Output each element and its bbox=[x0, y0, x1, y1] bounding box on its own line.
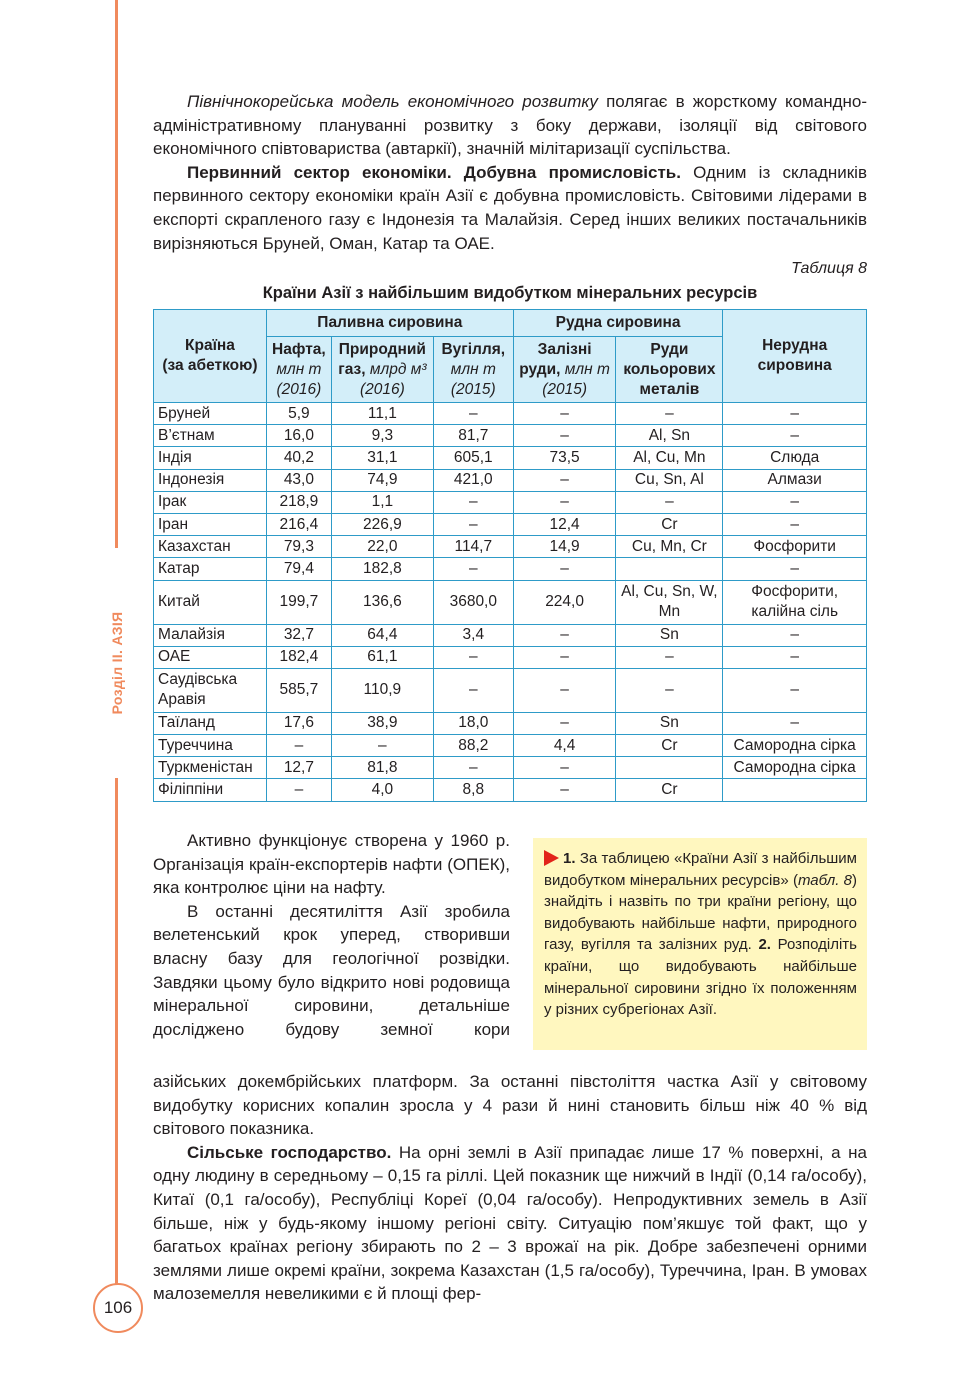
cell-nonmetal bbox=[723, 779, 867, 801]
cell-nonferrous bbox=[616, 757, 723, 779]
cell-iron: 12,4 bbox=[513, 513, 616, 535]
table-row bbox=[154, 624, 867, 646]
cell-oil: 32,7 bbox=[266, 624, 331, 646]
header-country: Країна (за абеткою) bbox=[154, 310, 267, 403]
cell-coal: 3680,0 bbox=[433, 580, 513, 624]
table-row bbox=[154, 735, 867, 757]
header-oil: Нафта, млн т (2016) bbox=[266, 337, 331, 403]
cell-country: Іран bbox=[154, 513, 267, 535]
cell-gas: 1,1 bbox=[331, 491, 433, 513]
cell-oil: 79,3 bbox=[266, 536, 331, 558]
cell-oil: 79,4 bbox=[266, 558, 331, 580]
cell-country: В’єтнам bbox=[154, 425, 267, 447]
cell-nonmetal: Алмази bbox=[723, 469, 867, 491]
table-caption: Таблиця 8 bbox=[791, 260, 867, 277]
cell-coal: 421,0 bbox=[433, 469, 513, 491]
cell-coal: – bbox=[433, 513, 513, 535]
table-row bbox=[154, 469, 867, 491]
cell-iron: – bbox=[513, 757, 616, 779]
cell-nonmetal: Фосфорити, калійна сіль bbox=[723, 580, 867, 624]
cell-gas: 31,1 bbox=[331, 447, 433, 469]
cell-coal: 8,8 bbox=[433, 779, 513, 801]
cell-oil: 585,7 bbox=[266, 668, 331, 712]
side-line-top bbox=[115, 0, 118, 548]
table-title: Країни Азії з найбільшим видобутком мінеральних ресурсів bbox=[262, 284, 758, 302]
table-row bbox=[154, 779, 867, 801]
task-number-1: 1. bbox=[563, 850, 576, 867]
table-row bbox=[154, 580, 867, 624]
cell-nonmetal: – bbox=[723, 491, 867, 513]
cell-iron: – bbox=[513, 403, 616, 425]
section-label bbox=[107, 600, 127, 730]
task-box bbox=[533, 838, 867, 1050]
cell-gas: 74,9 bbox=[331, 469, 433, 491]
cell-iron: 224,0 bbox=[513, 580, 616, 624]
cell-country: Малайзія bbox=[154, 624, 267, 646]
cell-iron: – bbox=[513, 712, 616, 734]
cell-nonferrous: Cr bbox=[616, 513, 723, 535]
cell-country: Ірак bbox=[154, 491, 267, 513]
cell-iron: – bbox=[513, 491, 616, 513]
cell-oil: 40,2 bbox=[266, 447, 331, 469]
cell-gas: 38,9 bbox=[331, 712, 433, 734]
intro-p1-italic: Північнокорейська модель економічного розвитку bbox=[187, 92, 598, 111]
header-gas: Природний газ, млрд м³ (2016) bbox=[331, 337, 433, 403]
cell-gas: 226,9 bbox=[331, 513, 433, 535]
cell-country: Філіппіни bbox=[154, 779, 267, 801]
task-1-text-b: ) знайдіть і назвіть по три країни регіону, що видобувають найбільше нафти, природного газу, вугілля та залізних руд. bbox=[544, 871, 857, 954]
cell-coal: 605,1 bbox=[433, 447, 513, 469]
intro-p1-rest: полягає в жорсткому командно-адміністративному плануванні розвитку з боку держави, ізоляції від світового економічного співтовариства (автаркії), значній мілітаризації суспільства. bbox=[153, 92, 868, 159]
cell-gas: – bbox=[331, 735, 433, 757]
cell-gas: 81,8 bbox=[331, 757, 433, 779]
cell-nonmetal: – bbox=[723, 425, 867, 447]
bottom-paragraph-1: азійських докембрійських платформ. За останні півстоліття частка Азії у світовому видобутку корисних копалин зросла у 4 рази й нині становить більш ніж 40 % від світового показника. bbox=[153, 1072, 867, 1139]
table-row bbox=[154, 536, 867, 558]
cell-iron: – bbox=[513, 779, 616, 801]
cell-nonmetal: Слюда bbox=[723, 447, 867, 469]
cell-coal: – bbox=[433, 558, 513, 580]
cell-gas: 61,1 bbox=[331, 646, 433, 668]
cell-oil: 16,0 bbox=[266, 425, 331, 447]
cell-coal: – bbox=[433, 403, 513, 425]
agriculture-paragraph bbox=[153, 1141, 867, 1306]
task-2-text: Розподіліть країни, що видобувають найбільше мінеральної сировини згідно їх положенням у різних субрегіонах Азії. bbox=[544, 936, 857, 1019]
cell-nonferrous: Cr bbox=[616, 779, 723, 801]
cell-country: Китай bbox=[154, 580, 267, 624]
table-row bbox=[154, 403, 867, 425]
header-nonmetal: Нерудна сировина bbox=[723, 310, 867, 403]
side-line-bottom bbox=[115, 778, 118, 1288]
table-row bbox=[154, 646, 867, 668]
cell-oil: 199,7 bbox=[266, 580, 331, 624]
red-arrow-icon bbox=[544, 850, 559, 866]
cell-oil: 5,9 bbox=[266, 403, 331, 425]
table-row bbox=[154, 513, 867, 535]
cell-oil: 17,6 bbox=[266, 712, 331, 734]
cell-nonferrous: – bbox=[616, 403, 723, 425]
cell-country: Туреччина bbox=[154, 735, 267, 757]
cell-country: ОАЕ bbox=[154, 646, 267, 668]
cell-nonmetal: – bbox=[723, 513, 867, 535]
cell-country: Казахстан bbox=[154, 536, 267, 558]
cell-country: Туркменістан bbox=[154, 757, 267, 779]
agriculture-heading: Сільське господарство. bbox=[187, 1142, 392, 1162]
cell-nonmetal: – bbox=[723, 712, 867, 734]
cell-oil: 216,4 bbox=[266, 513, 331, 535]
cell-iron: – bbox=[513, 558, 616, 580]
cell-gas: 22,0 bbox=[331, 536, 433, 558]
intro-paragraph-1 bbox=[153, 90, 867, 161]
cell-nonmetal: Фосфорити bbox=[723, 536, 867, 558]
cell-coal: – bbox=[433, 646, 513, 668]
cell-nonmetal: – bbox=[723, 624, 867, 646]
cell-coal: 88,2 bbox=[433, 735, 513, 757]
cell-nonferrous: Al, Cu, Mn bbox=[616, 447, 723, 469]
cell-nonferrous: Al, Cu, Sn, W, Mn bbox=[616, 580, 723, 624]
left-column-text bbox=[153, 829, 510, 1041]
table-row bbox=[154, 425, 867, 447]
table-row bbox=[154, 447, 867, 469]
cell-country: Бруней bbox=[154, 403, 267, 425]
cell-nonferrous: Cu, Mn, Cr bbox=[616, 536, 723, 558]
header-iron: Залізні руди, млн т (2015) bbox=[513, 337, 616, 403]
intro-p2-rest: Одним із складників первинного сектору економіки країн Азії є добувна промисловість. Світовими лідерами в експорті скрапленого газу є Індонезія та Малайзія. Серед інших великих постачальників вирізняються Бруней, Оман, Катар та ОАЕ. bbox=[153, 162, 867, 253]
cell-gas: 11,1 bbox=[331, 403, 433, 425]
minerals-table bbox=[153, 309, 867, 802]
bottom-text bbox=[153, 1070, 867, 1306]
intro-paragraph-2 bbox=[153, 161, 867, 255]
cell-oil: 218,9 bbox=[266, 491, 331, 513]
opec-paragraph: Активно функціонує створена у 1960 р. Організація країн-експортерів нафти (ОПЕК), яка контролює ціни на нафту. bbox=[153, 831, 510, 898]
table-row bbox=[154, 491, 867, 513]
table-row bbox=[154, 558, 867, 580]
header-ore-group: Рудна сировина bbox=[513, 310, 723, 337]
cell-country: Індія bbox=[154, 447, 267, 469]
cell-nonferrous: Cu, Sn, Al bbox=[616, 469, 723, 491]
cell-gas: 110,9 bbox=[331, 668, 433, 712]
task-1-text-a: За таблицею «Країни Азії з найбільшим видобутком мінеральних ресурсів» ( bbox=[544, 850, 857, 889]
cell-oil: – bbox=[266, 735, 331, 757]
header-fuel-group: Паливна сировина bbox=[266, 310, 513, 337]
cell-oil: 43,0 bbox=[266, 469, 331, 491]
header-nonferrous: Руди кольорових металів bbox=[616, 337, 723, 403]
table-row bbox=[154, 712, 867, 734]
section-label-text: Розділ ІІ. АЗІЯ bbox=[109, 611, 125, 715]
cell-gas: 182,8 bbox=[331, 558, 433, 580]
cell-oil: 12,7 bbox=[266, 757, 331, 779]
task-1-table-ref: табл. 8 bbox=[797, 871, 852, 889]
cell-iron: – bbox=[513, 646, 616, 668]
cell-gas: 4,0 bbox=[331, 779, 433, 801]
cell-country: Катар bbox=[154, 558, 267, 580]
cell-coal: – bbox=[433, 668, 513, 712]
cell-nonferrous: – bbox=[616, 491, 723, 513]
page-number: 106 bbox=[93, 1283, 143, 1333]
cell-iron: 14,9 bbox=[513, 536, 616, 558]
cell-gas: 9,3 bbox=[331, 425, 433, 447]
cell-iron: – bbox=[513, 425, 616, 447]
table-row bbox=[154, 757, 867, 779]
intro-text bbox=[153, 90, 867, 255]
header-coal: Вугілля, млн т (2015) bbox=[433, 337, 513, 403]
cell-oil: – bbox=[266, 779, 331, 801]
cell-coal: 114,7 bbox=[433, 536, 513, 558]
cell-iron: – bbox=[513, 668, 616, 712]
cell-coal: – bbox=[433, 757, 513, 779]
cell-nonferrous: Sn bbox=[616, 712, 723, 734]
cell-coal: – bbox=[433, 491, 513, 513]
agriculture-text: На орні землі в Азії припадає лише 17 % поверхні, а на одну людину в середньому – 0,15 га ріллі. Цей показник ще нижчий в Індії (0,14 га/особу), Китаї (0,1 га/особу), Республіці Кореї (0,04 га/особу). Непродуктивних земель в Азії більше, ніж у будь-якому іншому регіоні світу. Ситуацію пом’якшує той факт, що у багатьох країнах регіону збирають по 2 – 3 врожаї на рік. Добре забезпечені орними землями лише окремі країни, зокрема Казахстан (1,5 га/особу), Туреччина, Іран. В умовах малоземелля невеликими є й площі фер- bbox=[153, 1142, 867, 1304]
cell-gas: 64,4 bbox=[331, 624, 433, 646]
cell-oil: 182,4 bbox=[266, 646, 331, 668]
cell-coal: 81,7 bbox=[433, 425, 513, 447]
cell-nonmetal: Самородна сірка bbox=[723, 757, 867, 779]
cell-nonferrous: Al, Sn bbox=[616, 425, 723, 447]
cell-nonferrous: Cr bbox=[616, 735, 723, 757]
cell-iron: – bbox=[513, 624, 616, 646]
cell-nonferrous: – bbox=[616, 646, 723, 668]
table-body bbox=[154, 403, 867, 802]
cell-iron: 4,4 bbox=[513, 735, 616, 757]
cell-nonferrous: – bbox=[616, 668, 723, 712]
cell-nonmetal: – bbox=[723, 558, 867, 580]
cell-nonmetal: – bbox=[723, 403, 867, 425]
cell-country: Таїланд bbox=[154, 712, 267, 734]
cell-nonmetal: Самородна сірка bbox=[723, 735, 867, 757]
cell-country: Індонезія bbox=[154, 469, 267, 491]
cell-nonferrous: Sn bbox=[616, 624, 723, 646]
geology-paragraph: В останні десятиліття Азії зробила велетенський крок уперед, створивши власну базу для геологічної розвідки. Завдяки цьому було відкрито нові родовища мінеральної сировини, детальніше досліджено будову земної кори bbox=[153, 901, 510, 1039]
table-row bbox=[154, 668, 867, 712]
cell-nonferrous bbox=[616, 558, 723, 580]
cell-coal: 3,4 bbox=[433, 624, 513, 646]
cell-coal: 18,0 bbox=[433, 712, 513, 734]
task-number-2: 2. bbox=[758, 936, 771, 954]
cell-gas: 136,6 bbox=[331, 580, 433, 624]
cell-iron: 73,5 bbox=[513, 447, 616, 469]
cell-country: Саудівська Аравія bbox=[154, 668, 267, 712]
intro-p2-heading: Первинний сектор економіки. Добувна промисловість. bbox=[187, 162, 681, 182]
cell-nonmetal: – bbox=[723, 646, 867, 668]
cell-iron: – bbox=[513, 469, 616, 491]
cell-nonmetal: – bbox=[723, 668, 867, 712]
